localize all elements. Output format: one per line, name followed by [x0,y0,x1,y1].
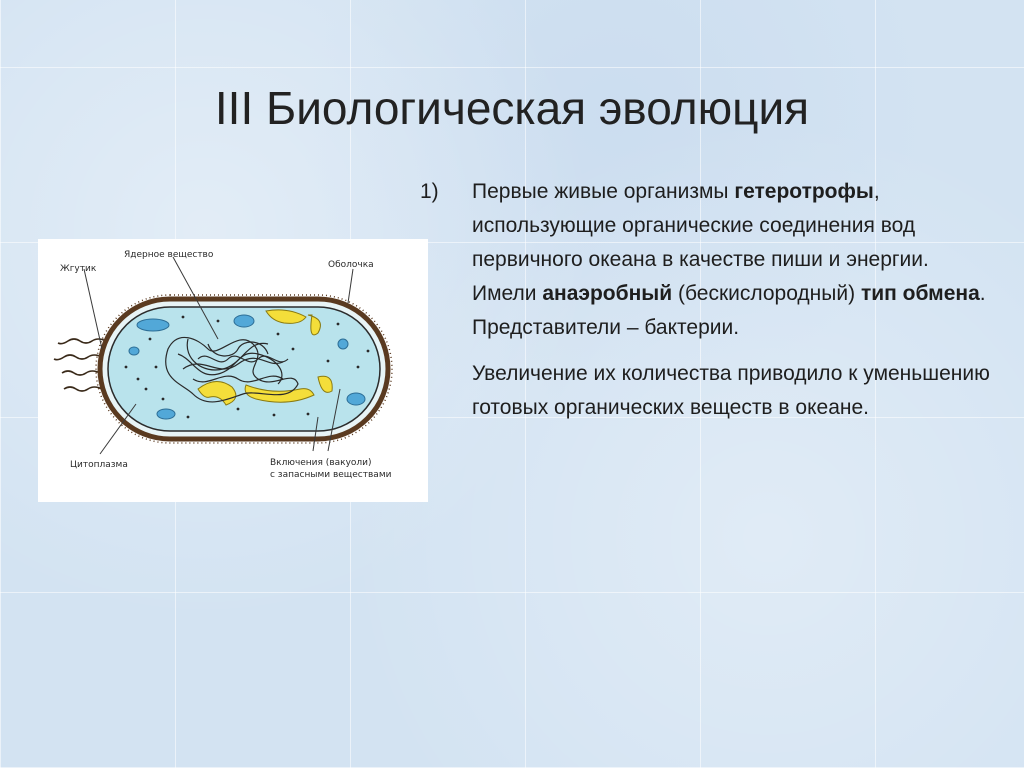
bacterium-diagram [38,239,428,502]
paragraph-1 [472,175,990,345]
para1-text-4: . Представители – бактерии. [472,282,986,339]
slide-body [420,175,990,425]
para1-bold-heterotrophs: гетеротрофы [734,180,874,203]
para1-text-2: , использующие органические соединения вод первичного океана в качестве пиши и энергии. Имели [472,180,929,305]
slide-title: III Биологическая эволюция [214,82,810,134]
label-cytoplasm: Цитоплазма [70,460,128,470]
para1-text-1: Первые живые организмы [472,180,735,203]
label-nucleoid: Ядерное вещество [124,250,214,260]
bacterium-illustration [38,239,428,502]
label-inclusions-line1: Включения (вакуоли) [270,458,372,468]
para1-text-3: (бескислородный) [672,282,861,305]
label-envelope: Оболочка [328,260,374,270]
label-inclusions-line2: с запасными веществами [270,470,392,480]
paragraph-2: Увеличение их количества приводило к уменьшению готовых органических веществ в океане. [472,362,990,419]
label-flagellum: Жгутик [60,264,97,274]
list-number: 1) [420,180,439,203]
para1-bold-metabolism-type: тип обмена [860,282,980,305]
para1-bold-anaerobic: анаэробный [542,282,673,305]
